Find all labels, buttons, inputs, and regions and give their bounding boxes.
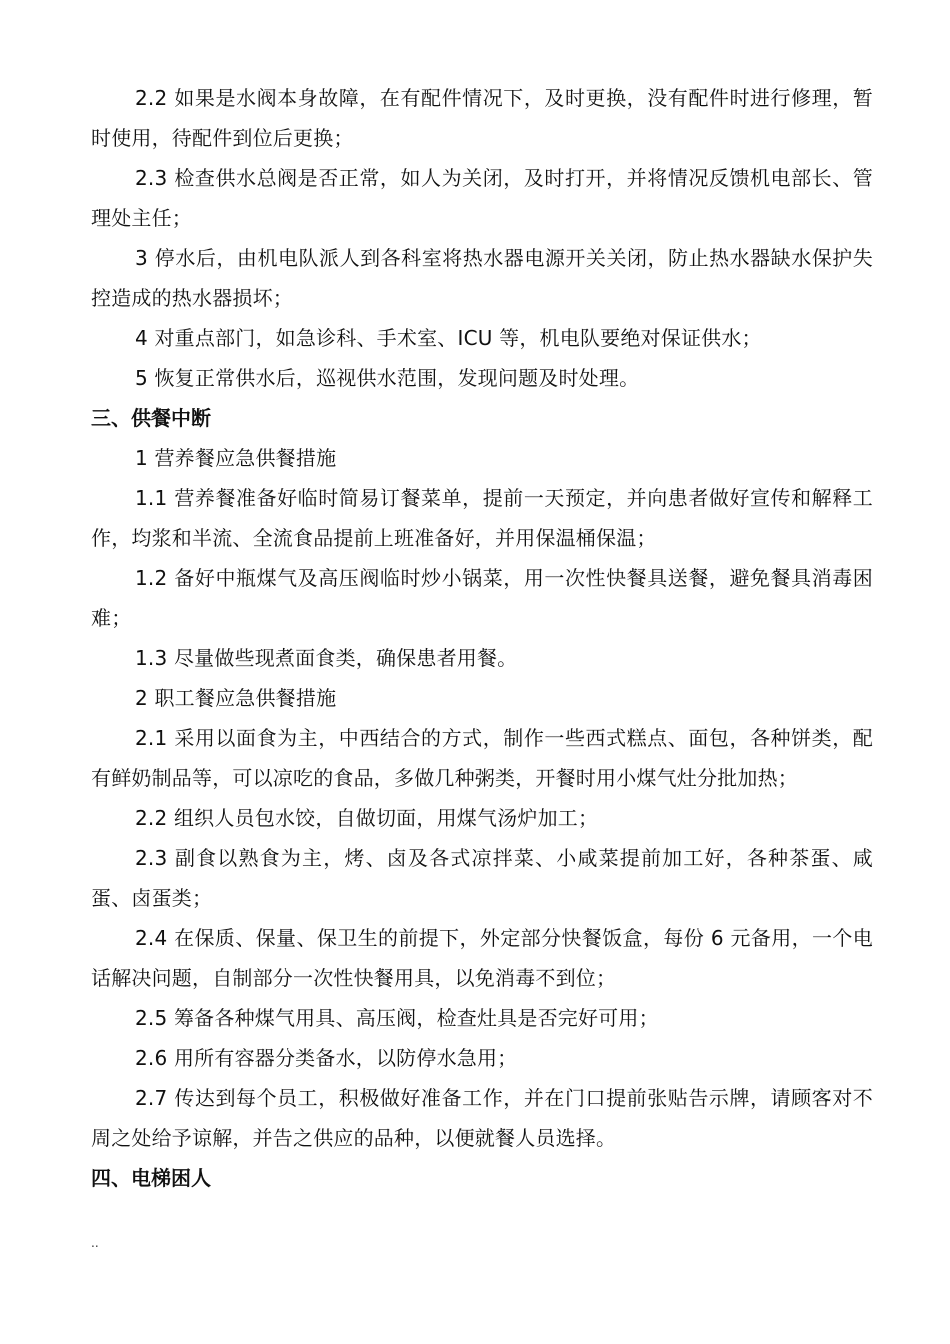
paragraph-5-restore-supply: 5 恢复正常供水后，巡视供水范围，发现问题及时处理。 <box>135 366 640 390</box>
paragraph-2-7-notice: 2.7 传达到每个员工，积极做好准备工作，并在门口提前张贴告示牌，请顾客对不周之处给予谅解，并告之供应的品种，以便就餐人员选择。 <box>91 1086 873 1150</box>
paragraph-4-key-departments: 4 对重点部门，如急诊科、手术室、ICU 等，机电队要绝对保证供水； <box>135 326 762 350</box>
paragraph-2-2-dumplings: 2.2 组织人员包水饺，自做切面，用煤气汤炉加工； <box>135 806 599 830</box>
paragraph-2-5-gas-equipment: 2.5 筹备各种煤气用具、高压阀，检查灶具是否完好可用； <box>135 1006 659 1030</box>
paragraph-2-1-pastry: 2.1 采用以面食为主，中西结合的方式，制作一些西式糕点、面包，各种饼类，配有鲜奶制品等，可以凉吃的食品，多做几种粥类，开餐时用小煤气灶分批加热； <box>91 726 873 790</box>
paragraph-3-water-heater-off: 3 停水后，由机电队派人到各科室将热水器电源开关关闭，防止热水器缺水保护失控造成的热水器损坏； <box>91 246 873 310</box>
paragraph-2-2-valve-repair: 2.2 如果是水阀本身故障，在有配件情况下，及时更换，没有配件时进行修理，暂时使用，待配件到位后更换； <box>91 86 873 150</box>
paragraph-2-3-cooked-food: 2.3 副食以熟食为主，烤、卤及各式凉拌菜、小咸菜提前加工好，各种茶蛋、咸蛋、卤蛋类； <box>91 846 873 910</box>
paragraph-2-6-water-storage: 2.6 用所有容器分类备水，以防停水急用； <box>135 1046 518 1070</box>
paragraph-2-staff-meal: 2 职工餐应急供餐措施 <box>135 686 337 710</box>
paragraph-2-3-main-valve-check: 2.3 检查供水总阀是否正常，如人为关闭，及时打开，并将情况反馈机电部长、管理处主任； <box>91 166 873 230</box>
document-body <box>91 78 873 1198</box>
section-heading-elevator-trapped: 四、电梯困人 <box>91 1166 211 1190</box>
section-heading-meal-interruption: 三、供餐中断 <box>91 406 211 430</box>
paragraph-1-2-gas-cooking: 1.2 备好中瓶煤气及高压阀临时炒小锅菜，用一次性快餐具送餐，避免餐具消毒困难； <box>91 566 873 630</box>
paragraph-1-3-noodles: 1.3 尽量做些现煮面食类，确保患者用餐。 <box>135 646 518 670</box>
paragraph-1-nutrition-meal: 1 营养餐应急供餐措施 <box>135 446 337 470</box>
paragraph-2-4-boxed-meals: 2.4 在保质、保量、保卫生的前提下，外定部分快餐饭盒，每份 6 元备用，一个电话解决问题，自制部分一次性快餐用具，以免消毒不到位； <box>91 926 873 990</box>
paragraph-1-1-simple-menu: 1.1 营养餐准备好临时简易订餐菜单，提前一天预定，并向患者做好宣传和解释工作，均浆和半流、全流食品提前上班准备好，并用保温桶保温； <box>91 486 873 550</box>
footer-dots: .. <box>91 1236 99 1250</box>
